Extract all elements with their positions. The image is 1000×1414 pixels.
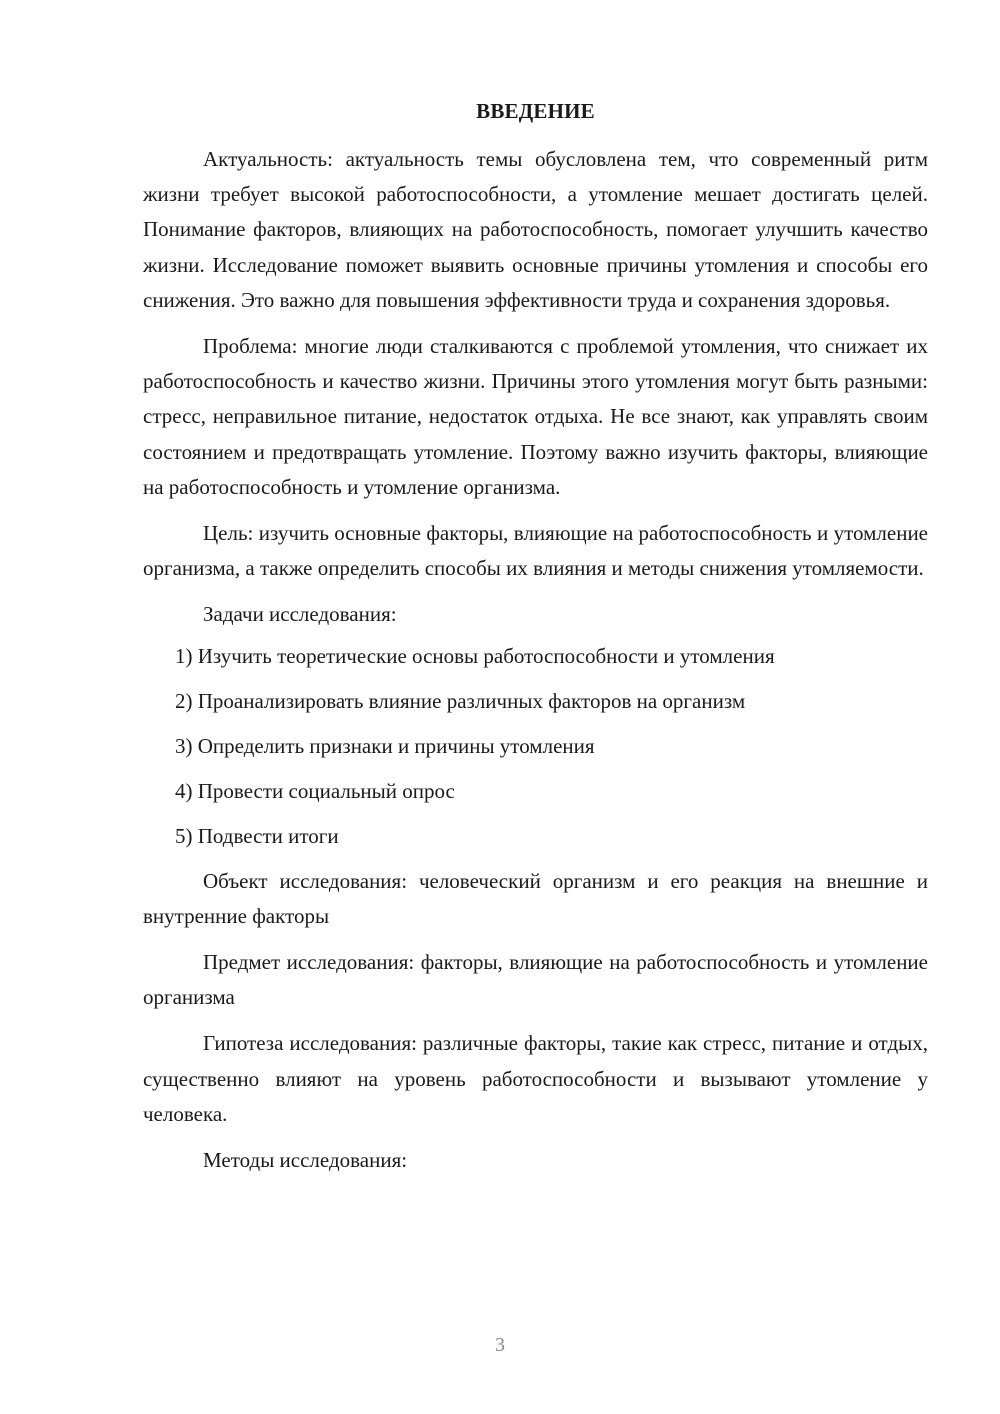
goal-paragraph: Цель: изучить основные факторы, влияющие на работоспособность и утомление организма, а также определить способы их влияния и методы снижения утомляемости. xyxy=(143,521,928,581)
relevance-paragraph: Актуальность: актуальность темы обусловлена тем, что современный ритм жизни требует высокой работоспособности, а утомление мешает достигать целей. Понимание факторов, влияющих на работоспособность, помогает улучшить качество жизни. Исследование поможет выявить основные причины утомления и способы его снижения. Это важно для повышения эффективности труда и сохранения здоровья. xyxy=(143,147,928,312)
list-item: 5) Подвести итоги xyxy=(175,823,339,848)
tasks-heading: Задачи исследования: xyxy=(203,602,397,627)
document-page xyxy=(143,96,928,1189)
object-paragraph: Объект исследования: человеческий организм и его реакция на внешние и внутренние факторы xyxy=(143,868,928,928)
page-title: ВВЕДЕНИЕ xyxy=(476,99,595,123)
list-item: 3) Определить признаки и причины утомления xyxy=(175,733,595,758)
methods-heading: Методы исследования: xyxy=(203,1148,408,1173)
problem-paragraph: Проблема: многие люди сталкиваются с проблемой утомления, что снижает их работоспособность и качество жизни. Причины этого утомления могут быть разными: стресс, неправильное питание, недостаток отдыха. Не все знают, как управлять своим состоянием и предотвращать утомление. Поэтому важно изучить факторы, влияющие на работоспособность и утомление организма. xyxy=(143,334,928,499)
hypothesis-paragraph: Гипотеза исследования: различные факторы, такие как стресс, питание и отдых, существенно влияют на уровень работоспособности и вызывают утомление у человека. xyxy=(143,1031,928,1126)
tasks-list xyxy=(143,639,928,854)
list-item: 1) Изучить теоретические основы работоспособности и утомления xyxy=(175,643,775,668)
list-item: 2) Проанализировать влияние различных факторов на организм xyxy=(175,688,746,713)
list-item: 4) Провести социальный опрос xyxy=(175,778,455,803)
page-number: 3 xyxy=(495,1334,505,1356)
subject-paragraph: Предмет исследования: факторы, влияющие на работоспособность и утомление организма xyxy=(143,950,928,1010)
